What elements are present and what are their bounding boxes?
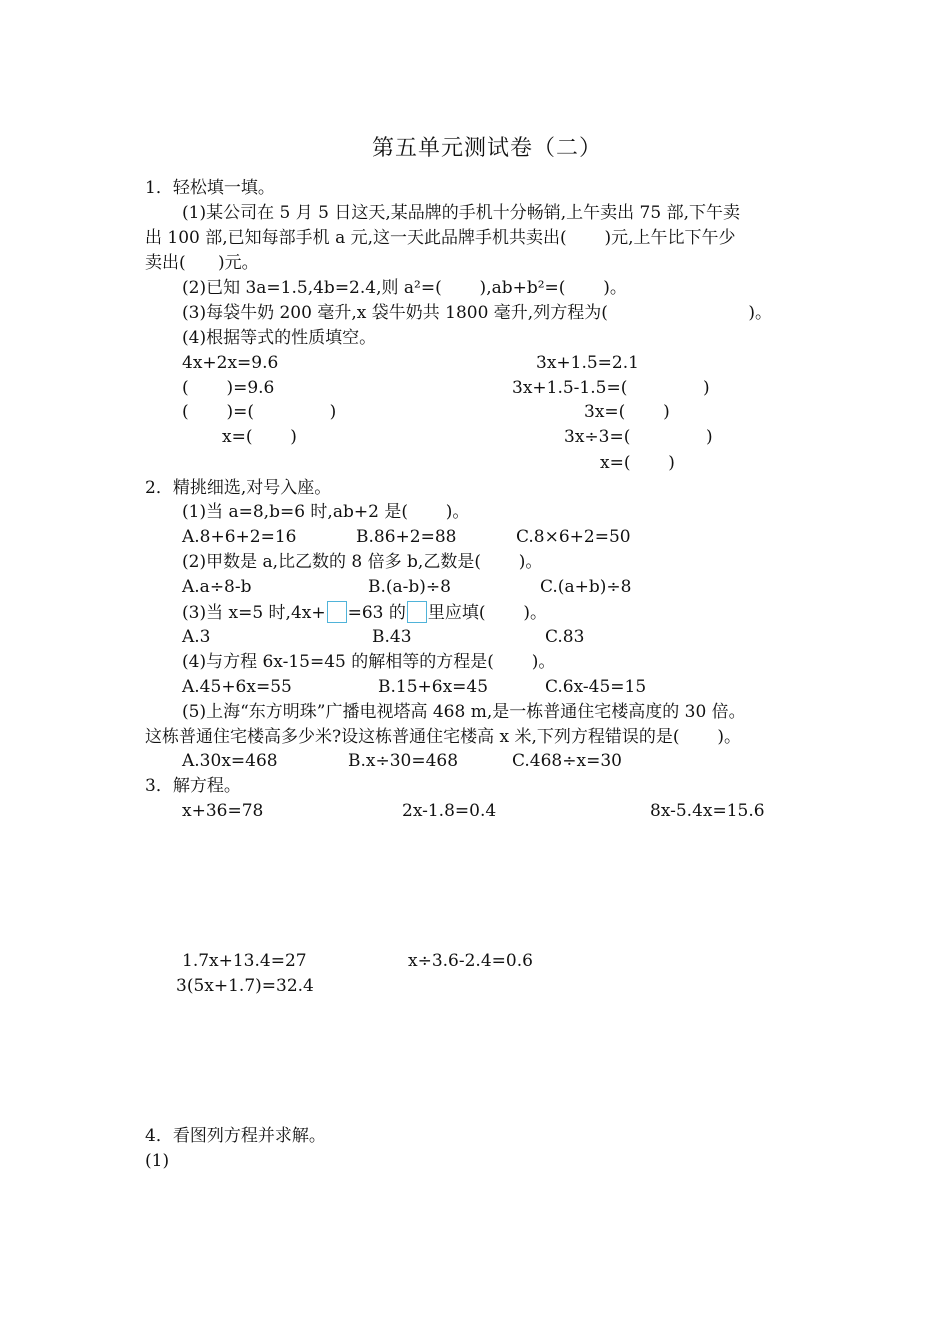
s2-q2-option-a: A.a÷8-b	[182, 577, 252, 597]
section-4-heading: 4．看图列方程并求解。	[145, 1126, 326, 1146]
s1-right-step-4: 3x÷3=( )	[564, 427, 713, 447]
equation-3: 8x-5.4x=15.6	[650, 801, 765, 821]
s2-q4-option-c: C.6x-45=15	[545, 677, 647, 697]
s2-q2: (2)甲数是 a,比乙数的 8 倍多 b,乙数是( )。	[182, 552, 543, 572]
s1-q2: (2)已知 3a=1.5,4b=2.4,则 a²=( ),ab+b²=( )。	[182, 278, 627, 298]
section-2-heading: 2．精挑细选,对号入座。	[145, 478, 332, 498]
equation-4: 1.7x+13.4=27	[182, 951, 307, 971]
s1-right-step-3: 3x=( )	[584, 402, 670, 422]
s1-left-step-1: 4x+2x=9.6	[182, 353, 279, 373]
s1-q1-line3: 卖出( )元。	[145, 253, 259, 273]
s2-q2-option-c: C.(a+b)÷8	[540, 577, 632, 597]
s2-q1-option-c: C.8×6+2=50	[516, 527, 631, 547]
s1-q1-line1: (1)某公司在 5 月 5 日这天,某品牌的手机十分畅销,上午卖出 75 部,下午卖	[182, 203, 740, 223]
section-3-heading: 3．解方程。	[145, 776, 241, 796]
s1-q1-line2: 出 100 部,已知每部手机 a 元,这一天此品牌手机共卖出( )元,上午比下午少	[145, 228, 736, 248]
s2-q3-option-b: B.43	[372, 627, 412, 647]
section-1-heading: 1．轻松填一填。	[145, 178, 275, 198]
s2-q3-part-a: (3)当 x=5 时,4x+	[182, 603, 326, 623]
s2-q3	[182, 601, 547, 624]
s4-sub-1: (1)	[145, 1151, 170, 1171]
s2-q4: (4)与方程 6x-15=45 的解相等的方程是( )。	[182, 652, 556, 672]
equation-6: 3(5x+1.7)=32.4	[176, 976, 314, 996]
s2-q3-option-a: A.3	[182, 627, 211, 647]
s1-right-step-5: x=( )	[600, 453, 675, 473]
s2-q3-part-c: 里应填( )。	[427, 603, 547, 623]
s1-q3: (3)每袋牛奶 200 毫升,x 袋牛奶共 1800 毫升,列方程为( )。	[182, 303, 772, 323]
s2-q2-option-b: B.(a-b)÷8	[368, 577, 451, 597]
blank-box	[407, 601, 427, 623]
s2-q5-line1: (5)上海“东方明珠”广播电视塔高 468 m,是一栋普通住宅楼高度的 30 倍。	[182, 702, 746, 722]
s2-q4-option-b: B.15+6x=45	[378, 677, 489, 697]
s2-q5-option-a: A.30x=468	[182, 751, 278, 771]
s2-q3-part-b: =63 的	[347, 603, 406, 623]
s1-right-step-2: 3x+1.5-1.5=( )	[512, 378, 710, 398]
s2-q4-option-a: A.45+6x=55	[182, 677, 292, 697]
s2-q5-option-b: B.x÷30=468	[348, 751, 459, 771]
s2-q5-option-c: C.468÷x=30	[512, 751, 622, 771]
s1-left-step-2: ( )=9.6	[182, 378, 275, 398]
s1-q4: (4)根据等式的性质填空。	[182, 328, 377, 348]
page-title: 第五单元测试卷（二）	[372, 136, 603, 161]
s1-right-step-1: 3x+1.5=2.1	[536, 353, 639, 373]
equation-1: x+36=78	[182, 801, 264, 821]
s1-left-step-4: x=( )	[222, 427, 297, 447]
s1-left-step-3: ( )=( )	[182, 402, 337, 422]
s2-q5-line2: 这栋普通住宅楼高多少米?设这栋普通住宅楼高 x 米,下列方程错误的是( )。	[145, 727, 742, 747]
s2-q3-option-c: C.83	[545, 627, 585, 647]
s2-q1: (1)当 a=8,b=6 时,ab+2 是( )。	[182, 502, 470, 522]
s2-q1-option-b: B.86+2=88	[356, 527, 457, 547]
s2-q1-option-a: A.8+6+2=16	[182, 527, 297, 547]
equation-5: x÷3.6-2.4=0.6	[408, 951, 533, 971]
equation-2: 2x-1.8=0.4	[402, 801, 497, 821]
blank-box	[327, 601, 347, 623]
